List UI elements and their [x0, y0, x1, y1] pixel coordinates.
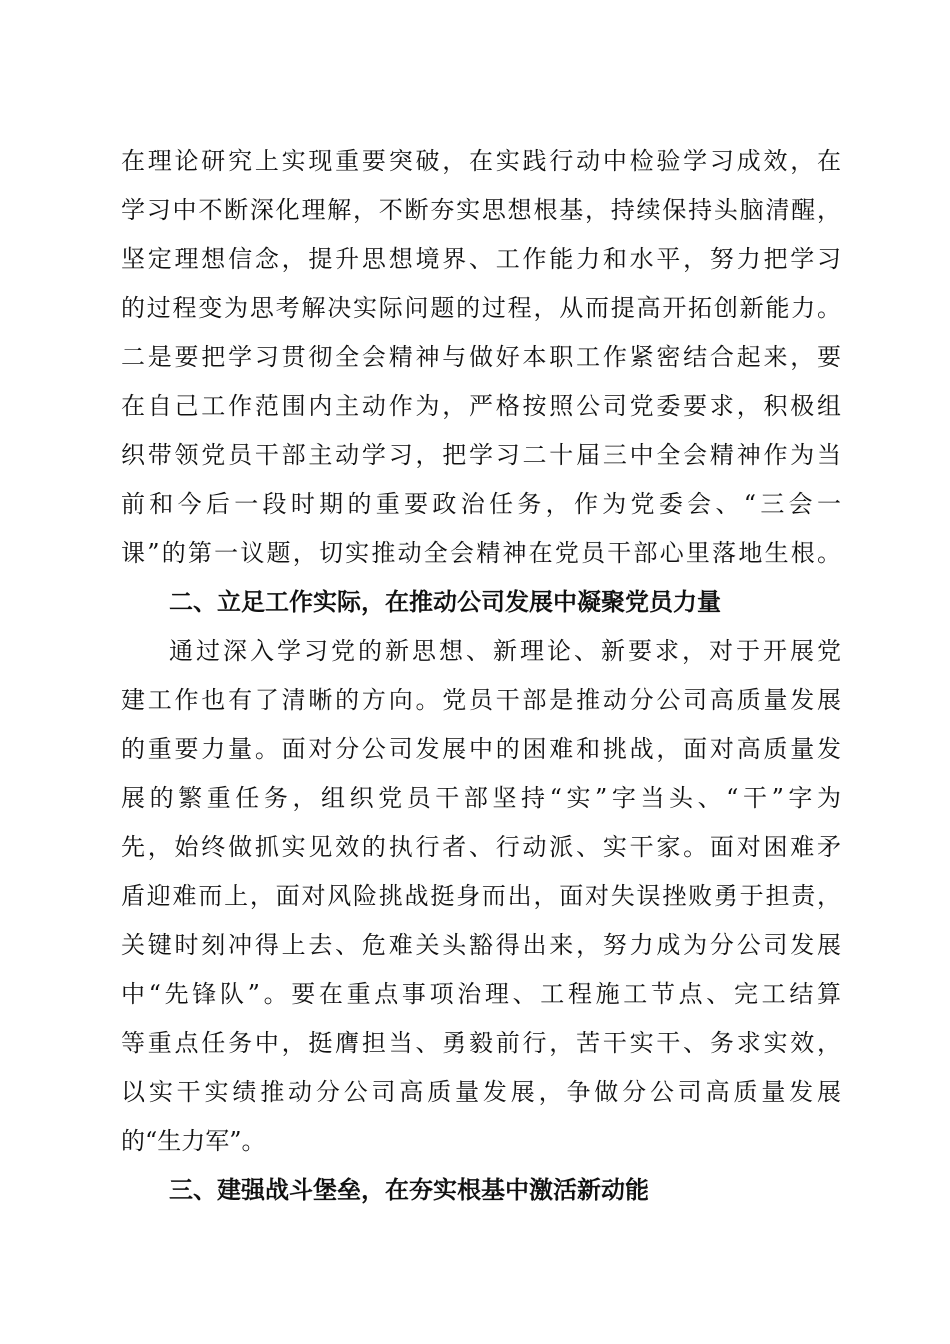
paragraph-line: 盾迎难而上，面对风险挑战挺身而出，面对失误挫败勇于担责，: [121, 882, 841, 910]
paragraph-line: 的过程变为思考解决实际问题的过程，从而提高开拓创新能力。: [121, 294, 841, 322]
paragraph-line: 织带领党员干部主动学习，把学习二十届三中全会精神作为当: [121, 441, 841, 469]
paragraph-line: 在理论研究上实现重要突破，在实践行动中检验学习成效，在: [121, 147, 841, 175]
paragraph-line: 先，始终做抓实见效的执行者、行动派、实干家。面对困难矛: [121, 833, 841, 861]
paragraph-line: 等重点任务中，挺膺担当、勇毅前行，苦干实干、务求实效，: [121, 1029, 841, 1057]
paragraph-line: 中“先锋队”。要在重点事项治理、工程施工节点、完工结算: [121, 980, 841, 1008]
paragraph-line: 的重要力量。面对分公司发展中的困难和挑战，面对高质量发: [121, 735, 841, 763]
paragraph-line: 二是要把学习贯彻全会精神与做好本职工作紧密结合起来，要: [121, 343, 841, 371]
paragraph-line: 关键时刻冲得上去、危难关头豁得出来，努力成为分公司发展: [121, 931, 841, 959]
paragraph-line: 展的繁重任务，组织党员干部坚持“实”字当头、“干”字为: [121, 784, 841, 812]
paragraph-line: 学习中不断深化理解，不断夯实思想根基，持续保持头脑清醒，: [121, 196, 841, 224]
section-heading-2: 二、立足工作实际，在推动公司发展中凝聚党员力量: [169, 588, 721, 616]
paragraph-line: 的“生力军”。: [121, 1127, 266, 1155]
section-heading-3: 三、建强战斗堡垒，在夯实根基中激活新动能: [169, 1176, 649, 1204]
paragraph-line: 前和今后一段时期的重要政治任务，作为党委会、“三会一: [121, 490, 841, 518]
paragraph-line: 通过深入学习党的新思想、新理论、新要求，对于开展党: [169, 637, 841, 665]
paragraph-line: 以实干实绩推动分公司高质量发展，争做分公司高质量发展: [121, 1078, 841, 1106]
paragraph-line: 坚定理想信念，提升思想境界、工作能力和水平，努力把学习: [121, 245, 841, 273]
paragraph-line: 建工作也有了清晰的方向。党员干部是推动分公司高质量发展: [121, 686, 841, 714]
paragraph-line: 在自己工作范围内主动作为，严格按照公司党委要求，积极组: [121, 392, 841, 420]
paragraph-line: 课”的第一议题，切实推动全会精神在党员干部心里落地生根。: [121, 539, 841, 567]
